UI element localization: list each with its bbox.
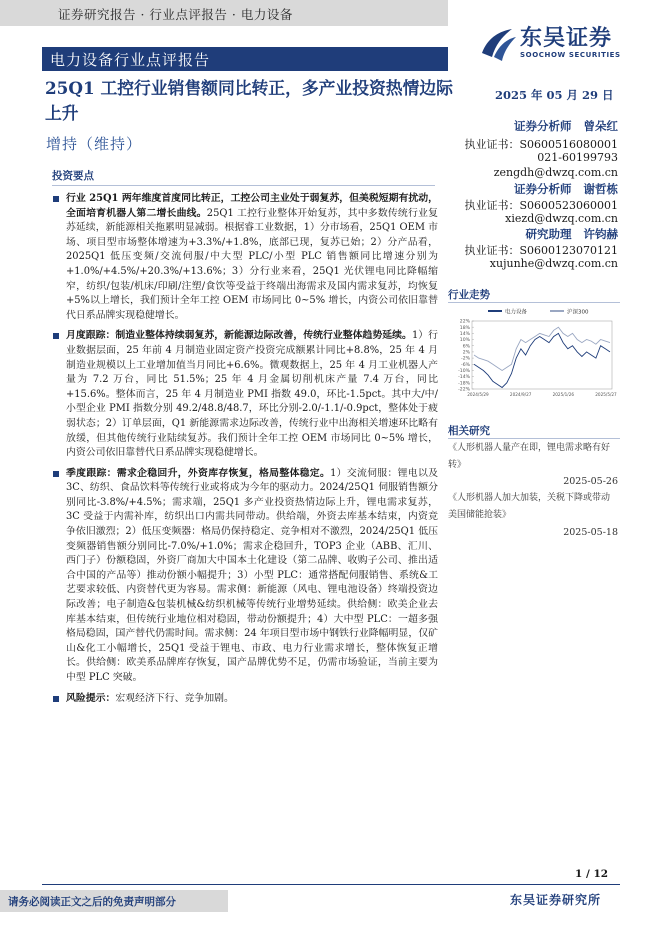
bullet-square-icon [53,696,59,702]
y-tick-label: 14% [459,331,470,337]
y-tick-label: 22% [459,319,470,325]
disclaimer-text: 请务必阅读正文之后的免责声明部分 [8,896,176,908]
analyst-1-email[interactable]: zengdh@dwzq.com.cn [493,166,618,179]
analyst-3-title: 研究助理 许钧赫 [525,227,618,241]
related-item-2[interactable]: 《人形机器人加大加装，关税下降或带动美国储能抢装》 [448,493,611,520]
top-breadcrumb-bar [0,0,448,26]
bullet-square-icon [53,471,59,477]
report-date: 2025 年 05 月 29 日 [495,88,614,102]
y-tick-label: -14% [458,375,470,381]
summary-heading: 投资要点 [52,170,94,182]
y-tick-label: -6% [461,362,470,368]
series-line [474,327,610,370]
y-tick-label: -2% [461,356,470,362]
bullet-risk: 风险提示：宏观经济下行、竞争加剧。 [52,692,438,707]
related-item-1[interactable]: 《人形机器人量产在即，锂电需求略有好转》 [448,443,611,470]
analyst-1-title: 证券分析师 曾朵红 [513,119,618,133]
related-item-1-date: 2025-05-26 [563,476,618,487]
footer-divider [42,884,620,885]
legend-label: 电力设备 [505,309,528,316]
analyst-1-phone: 021-60199793 [537,151,618,164]
footer-organization: 东吴证券研究所 [510,893,602,907]
summary-bullets [52,192,438,712]
related-divider [448,438,620,439]
y-tick-label: 10% [459,338,470,344]
category-label: 电力设备行业点评报告 [50,51,211,69]
category-banner [42,47,448,71]
rating: 增持（维持） [46,135,143,153]
bullet-industry: 行业 25Q1 两年维度首度同比转正，工控公司主业处于弱复苏，但美税短期有扰动，全面培育机器人第二增长曲线。25Q1 工控行业整体开始复苏，其中多数传统行业复苏延续，新能源相关拖累明显减弱。根据睿工业数据，1）分市场看，25Q1 OEM 市场、项目型市场整体增速为+3.3%/+1.8%，底部已现，复苏已始；2）分产品看，2025Q1 低压变频/交流伺服/中大型 PLC/小型 PLC 销售额同比增速分别为+1.0%/+4.5%/+20.3%/+13.6%；3）分行业来看，25Q1 光伏锂电同比降幅缩窄，纺织/包装/机床/印刷/注塑/食饮等受益于终端出海需求及国内需求复苏，均恢复+5%以上增长，我们预计全年工控 OEM 市场同比 0~5% 增长，内资公司依旧靠替代日系品牌实现稳健增长。 [52,192,438,323]
page-number: 1 / 12 [575,868,609,880]
x-tick-label: 2025/5/27 [595,392,617,397]
y-tick-label: 18% [459,325,470,331]
bullet-square-icon [53,196,59,202]
analyst-2-title: 证券分析师 谢哲栋 [513,182,618,196]
related-item-2-date: 2025-05-18 [563,527,618,538]
analyst-1-cert: 执业证书：S0600516080001 [464,138,618,151]
x-tick-label: 2024/9/27 [509,392,532,397]
related-heading: 相关研究 [448,425,490,437]
x-tick-label: 2025/1/26 [552,392,575,397]
analyst-3-cert: 执业证书：S0600123070121 [464,244,618,257]
disclaimer-bar [0,890,228,912]
y-tick-label: -18% [458,381,470,387]
breadcrumb: 证券研究报告 · 行业点评报告 · 电力设备 [58,7,293,22]
analyst-2-cert: 执业证书：S0600523060001 [464,199,618,212]
x-tick-label: 2024/5/29 [467,392,489,397]
company-logo [478,23,628,65]
bullet-quarterly: 季度跟踪：需求企稳回升，外资库存恢复，格局整体稳定。1）交流伺服：锂电以及 3C、纺织、食品饮料等传统行业或将成为今年的驱动力。2024/25Q1 伺服销售额分别同比-3.8%/+4.5%；需求端，25Q1 多产业投资热情边际上升，锂电需求复苏，3C 受益于内需补库，纺织出口内需共同带动。供给端，外资去库基本结束，内资竞争依旧激烈；2）低压变频器：格局仍保持稳定、竞争相对不激烈，2024/25Q1 低压变频器销售额分别同比-7.0%/+1.0%；需求企稳回升，TOP3 企业（ABB、汇川、西门子）份额稳固，外资厂商加大中国本土化建设（第二品牌、收购子公司、推出适合中国的产品等）推动份额小幅提升；3）小型 PLC：通常搭配伺服销售、系统&工艺要求较低、内资替代更为容易。需求侧：新能源（风电、锂电池设备）终端投资边际改善；电子制造&包装机械&纺织机械等传统行业增势延续。供给侧：欧美企业去库基本结束，但传统行业地位相对稳固，带动份额提升；4）大中型 PLC：一超多强格局稳固，国产替代仍需时间。需求侧：24 年项目型市场中钢铁行业降幅明显，仅矿山&化工小幅增长，25Q1 受益于锂电、市政、电力行业需求增长，整体恢复正增长。供给侧：欧美系品牌库存恢复，国产品牌优势不足，仍需市场验证，当前主要为中型 PLC 突破。 [52,467,438,686]
trend-heading: 行业走势 [448,289,490,301]
logo-text-cn: 东吴证券 [520,26,613,51]
legend-label: 沪深300 [567,309,589,316]
industry-trend-chart [450,305,618,405]
bullet-monthly: 月度跟踪：制造业整体持续弱复苏，新能源边际改善，传统行业整体趋势延续。1）行业数据层面，25 年前 4 月制造业固定资产投资完成额累计同比+8.8%，25 年 4 月制造业规模以上工业增加值当月同比+6.6%。微观数据上，25 年 4 月工业机器人产量为 7.2 万台，同比 51.5%；25 年 4 月金属切削机床产量 7.4 万台，同比+15.6%。整体而言，25 年 4 月制造业 PMI 指数 49.0，环比-1.5pct。其中大/中/小型企业 PMI 指数分别 49.2/48.8/48.7，环比分别-2.0/-1.1/-0.9pct，整体处于疲弱状态；2）订单层面，Q1 新能源需求边际改善，传统行业中出海相关增速环比略有放缓，但其他传统行业陆续复苏。我们预计全年工控 OEM 市场同比 0~5% 增长，内资公司依旧靠替代日系品牌实现稳健增长。 [52,329,438,460]
logo-mark-icon [478,23,518,63]
y-tick-label: -22% [458,387,470,393]
analyst-3-email[interactable]: xujunhe@dwzq.com.cn [489,257,618,270]
logo-text-en: SOOCHOW SECURITIES [520,51,621,59]
bullet-square-icon [53,333,59,339]
trend-divider [448,302,620,303]
report-title: 25Q1 工控行业销售额同比转正，多产业投资热情边际上升 [45,78,453,123]
y-tick-label: 2% [462,350,470,356]
analyst-2-email[interactable]: xiezd@dwzq.com.cn [505,212,618,225]
summary-divider [52,185,435,186]
y-tick-label: -10% [458,369,470,375]
series-line [474,333,610,387]
y-tick-label: 6% [462,344,470,350]
